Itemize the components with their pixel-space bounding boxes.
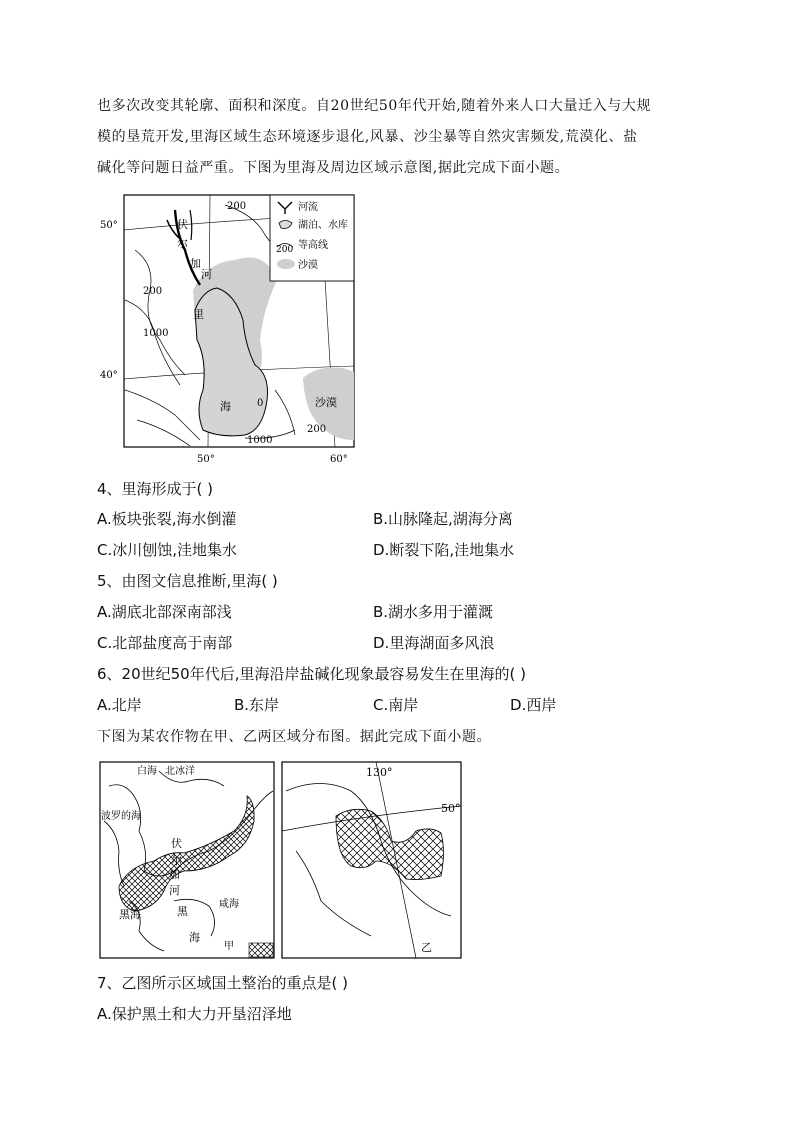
q5-option-b[interactable]: B.湖水多用于灌溉 <box>373 603 494 621</box>
q5-option-d[interactable]: D.里海湖面多风浪 <box>373 634 495 652</box>
q7-stem: 7、乙图所示区域国土整治的重点是( ) <box>97 974 349 992</box>
q5-option-a[interactable]: A.湖底北部深南部浅 <box>97 603 232 621</box>
map2-yi-lat: 50° <box>441 802 461 815</box>
map2-label: 伏 <box>171 837 182 850</box>
lon-label-50: 50° <box>197 454 215 465</box>
legend-lake: 湖泊、水库 <box>298 220 348 231</box>
lat-label-50: 50° <box>100 220 118 231</box>
map2-label: 海 <box>189 931 200 944</box>
map2-label: 白海 <box>137 766 157 777</box>
q7-option-a[interactable]: A.保护黑土和大力开垦沼泽地 <box>97 1005 292 1023</box>
lon-label-60: 60° <box>330 454 348 465</box>
q4-option-c[interactable]: C.冰川刨蚀,洼地集水 <box>97 541 238 559</box>
q6-option-b[interactable]: B.东岸 <box>234 696 280 714</box>
legend-contour-value: 200 <box>276 245 294 255</box>
contour-label: 200 <box>227 201 247 212</box>
contour-label: 200 <box>143 286 163 297</box>
q5-stem: 5、由图文信息推断,里海( ) <box>97 572 278 590</box>
q4-option-a[interactable]: A.板块张裂,海水倒灌 <box>97 510 237 528</box>
map2-label: 河 <box>169 884 180 897</box>
caspian-map <box>95 190 365 465</box>
q5-option-c[interactable]: C.北部盐度高于南部 <box>97 634 233 652</box>
map2-label: 黑海 <box>119 908 141 921</box>
contour-label: 1000 <box>247 435 273 446</box>
intro-line-2: 模的垦荒开发,里海区域生态环境逐步退化,风暴、沙尘暴等自然灾害频发,荒漠化、盐 <box>97 129 638 145</box>
contour-label: 1000 <box>143 328 169 339</box>
desert-label: 沙漠 <box>315 396 337 409</box>
river-char-1: 伏 <box>177 218 188 231</box>
legend-river: 河流 <box>298 202 318 213</box>
map2-label: 北冰洋 <box>165 766 195 777</box>
map2-label: 咸海 <box>219 899 239 910</box>
sea-char-1: 里 <box>193 308 204 321</box>
contour-label: 200 <box>307 424 327 435</box>
legend-desert: 沙漠 <box>298 260 318 271</box>
river-char-2: 尔 <box>177 237 188 250</box>
q6-option-a[interactable]: A.北岸 <box>97 696 142 714</box>
river-char-4: 河 <box>201 268 212 281</box>
q6-stem: 6、20世纪50年代后,里海沿岸盐碱化现象最容易发生在里海的( ) <box>97 665 526 683</box>
q6-option-d[interactable]: D.西岸 <box>510 696 557 714</box>
map2-label: 波罗的海 <box>101 811 141 822</box>
q4-option-b[interactable]: B.山脉隆起,湖海分离 <box>373 510 513 528</box>
sea-char-2: 海 <box>220 400 231 413</box>
map2-yi-label: 乙 <box>421 941 432 954</box>
map2-label: 甲 <box>224 941 234 952</box>
map2-label: 黑 <box>177 905 188 918</box>
q4-stem: 4、里海形成于( ) <box>97 480 214 498</box>
contour-label: 0 <box>257 398 264 409</box>
river-char-3: 加 <box>190 257 201 270</box>
q4-option-d[interactable]: D.断裂下陷,洼地集水 <box>373 541 515 559</box>
map2-yi-lon: 130° <box>366 766 393 779</box>
intro-2: 下图为某农作物在甲、乙两区域分布图。据此完成下面小题。 <box>97 729 492 745</box>
map-yi <box>281 761 462 959</box>
map2-label: 加 <box>169 868 180 881</box>
intro-line-3: 碱化等问题日益严重。下图为里海及周边区域示意图,据此完成下面小题。 <box>97 160 570 176</box>
intro-line-1: 也多次改变其轮廓、面积和深度。自20世纪50年代开始,随着外来人口大量迁入与大规 <box>97 98 652 114</box>
lat-label-40: 40° <box>100 370 118 381</box>
q6-option-c[interactable]: C.南岸 <box>373 696 419 714</box>
map-jia <box>99 761 275 959</box>
legend-contour: 等高线 <box>298 240 328 251</box>
map2-label: 尔 <box>171 854 182 867</box>
